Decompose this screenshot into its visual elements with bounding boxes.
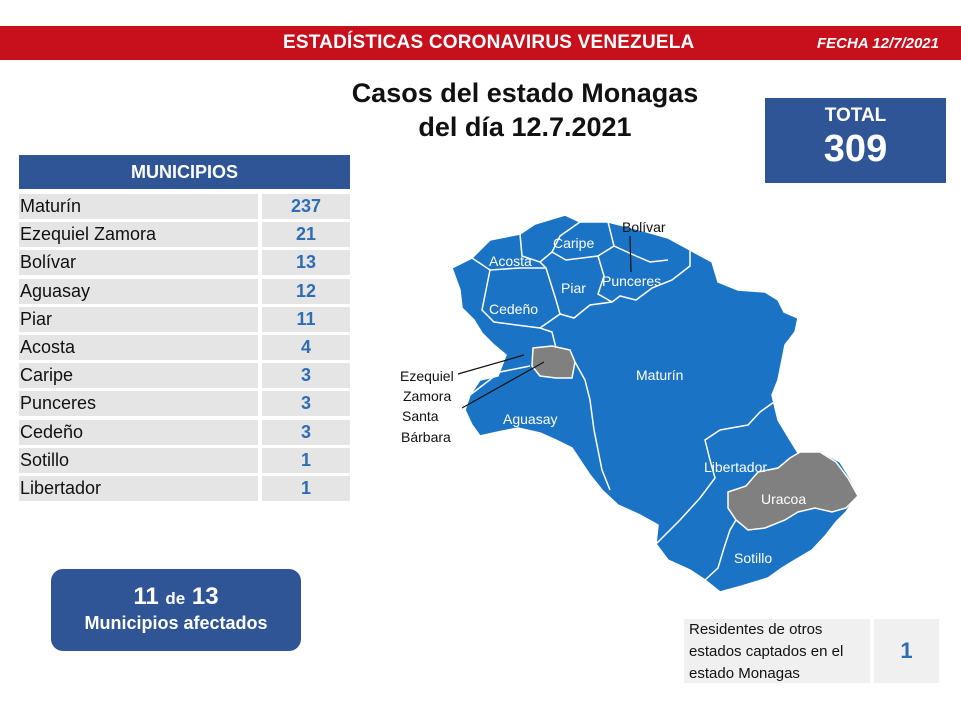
municipio-name: Caripe	[19, 363, 258, 388]
total-value: 309	[823, 128, 888, 170]
map-label-barbara: Bárbara	[401, 429, 451, 445]
map-label-ezequiel: Ezequiel	[400, 368, 454, 384]
map-label-uracoa: Uracoa	[761, 491, 807, 507]
residents-value: 1	[874, 619, 939, 683]
affected-de: de	[165, 589, 186, 608]
municipio-name: Cedeño	[19, 420, 258, 445]
municipio-count: 3	[262, 420, 350, 445]
page-title-line1: Casos del estado Monagas	[351, 78, 699, 108]
page-title-line2: del día 12.7.2021	[418, 112, 632, 142]
municipio-name: Aguasay	[19, 279, 258, 304]
map-label-acosta: Acosta	[489, 253, 532, 269]
map-label-sotillo: Sotillo	[734, 550, 773, 566]
municipio-count: 237	[262, 194, 350, 219]
municipio-count: 4	[262, 335, 350, 360]
map-label-libertador: Libertador	[704, 459, 768, 475]
municipio-name: Maturín	[19, 194, 258, 219]
municipio-count: 13	[262, 250, 350, 275]
municipio-count: 11	[262, 307, 350, 332]
map-label-zamora: Zamora	[403, 388, 452, 404]
municipio-name: Piar	[19, 307, 258, 332]
map-region-santa-barbara	[532, 346, 575, 378]
map-label-bolivar: Bolívar	[622, 219, 666, 235]
map-region-main	[452, 215, 858, 592]
municipio-count: 21	[262, 222, 350, 247]
affected-total: 13	[191, 583, 219, 610]
municipio-name: Bolívar	[19, 250, 258, 275]
map-label-cedeno: Cedeño	[489, 301, 539, 317]
header-title: ESTADÍSTICAS CORONAVIRUS VENEZUELA	[283, 32, 695, 53]
municipio-count: 12	[262, 279, 350, 304]
municipio-count: 3	[262, 363, 350, 388]
map-label-piar: Piar	[561, 280, 586, 296]
municipio-name: Acosta	[19, 335, 258, 360]
municipio-name: Ezequiel Zamora	[19, 222, 258, 247]
map-label-santa: Santa	[402, 408, 439, 424]
affected-label: Municipios afectados	[84, 613, 268, 633]
residents-line2: estados captados en el	[689, 643, 844, 660]
map-label-punceres: Punceres	[602, 273, 662, 289]
municipio-count: 3	[262, 391, 350, 416]
municipio-name: Sotillo	[19, 448, 258, 473]
residents-line3: estado Monagas	[689, 665, 800, 682]
affected-count: 11	[133, 583, 159, 610]
municipio-count: 1	[262, 448, 350, 473]
municipios-header: MUNICIPIOS	[19, 155, 350, 189]
total-label: TOTAL	[824, 105, 887, 126]
map-label-aguasay: Aguasay	[503, 411, 558, 427]
municipio-count: 1	[262, 476, 350, 501]
header-date: FECHA 12/7/2021	[816, 35, 939, 52]
map-label-maturin: Maturín	[636, 367, 684, 383]
map-label-caripe: Caripe	[553, 235, 595, 251]
municipio-name: Libertador	[19, 476, 258, 501]
residents-line1: Residentes de otros	[689, 621, 823, 638]
municipio-name: Punceres	[19, 391, 258, 416]
